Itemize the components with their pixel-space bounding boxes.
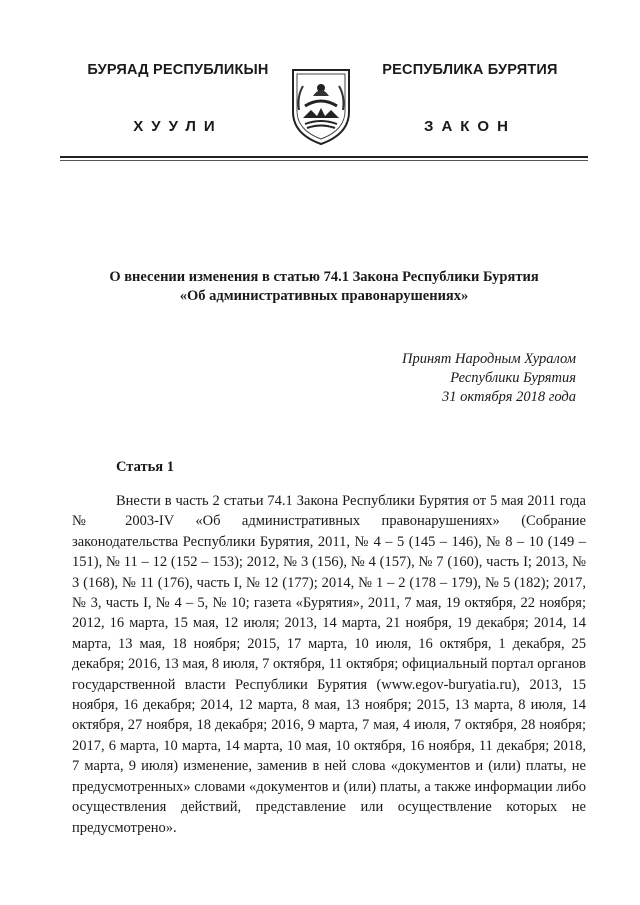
adoption-note [402,350,576,407]
header-left-republic: БУРЯАД РЕСПУБЛИКЫН [87,62,269,78]
adoption-line-2: Республики Бурятия [450,370,576,386]
adoption-line-3: 31 октября 2018 года [442,389,576,405]
header-right-block [370,62,570,135]
header-right-republic: РЕСПУБЛИКА БУРЯТИЯ [382,62,558,78]
title-line-2: «Об административных правонарушениях» [179,288,469,304]
header-right-law: ЗАКОН [424,118,516,135]
header-divider-thin [60,160,588,161]
adoption-line-1: Принят Народным Хуралом [401,351,576,367]
header-divider [60,156,588,158]
article-text: Внести в часть 2 статьи 74.1 Закона Республики Бурятия от 5 мая 2011 года № 2003-IV «Об административных правонарушениях» (Собрание законодательства Республики Бурятия, 2011, № 4 – 5 (145 – 146), № 8 – 10 (149 – 151), № 11 – 12 (152 – 153); 2012, № 3 (156), № 4 (157), № 7 (160), часть I; 2013, № 3 (168), № 11 (176), часть I, № 12 (177); 2014, № 1 – 2 (178 – 179), № 5 (182); 2017, № 3, часть I, № 4 – 5, № 10; газета «Бурятия», 2011, 7 мая, 19 октября, 22 ноября; 2012, 16 марта, 15 мая, 12 июля; 2013, 14 марта, 21 ноября, 19 декабря; 2014, 14 марта, 13 мая, 18 ноября; 2015, 17 марта, 10 июля, 16 октября, 1 декабря, 25 декабря; 2016, 13 мая, 8 июля, 7 октября, 11 октября; официальный портал органов государственной власти Республики Бурятия (www.egov-buryatia.ru), 2013, 15 ноября, 16 декабря; 2014, 12 марта, 8 мая, 13 ноября; 2015, 13 марта, 8 июля, 14 октября, 27 ноября, 18 декабря; 2016, 9 марта, 7 мая, 4 июля, 7 октября, 28 ноября; 2017, 6 марта, 10 марта, 14 марта, 10 мая, 10 октября, 16 ноября, 11 декабря; 2018, 7 марта, 9 июля) изменение, заменив в ней слова «документов и (или) платы, не предусмотренных» словами «документов и (или) платы, а также информации либо осуществления действий, представление или осуществление которых не предусмотрено». [72,493,586,836]
title-line-1: О внесении изменения в статью 74.1 Закона Республики Бурятия [109,269,539,285]
header-left-law: ХУУЛИ [133,118,223,135]
header-left-block [78,62,278,135]
document-title [60,268,588,306]
article-heading: Статья 1 [116,459,174,475]
coat-of-arms-icon [287,66,355,146]
